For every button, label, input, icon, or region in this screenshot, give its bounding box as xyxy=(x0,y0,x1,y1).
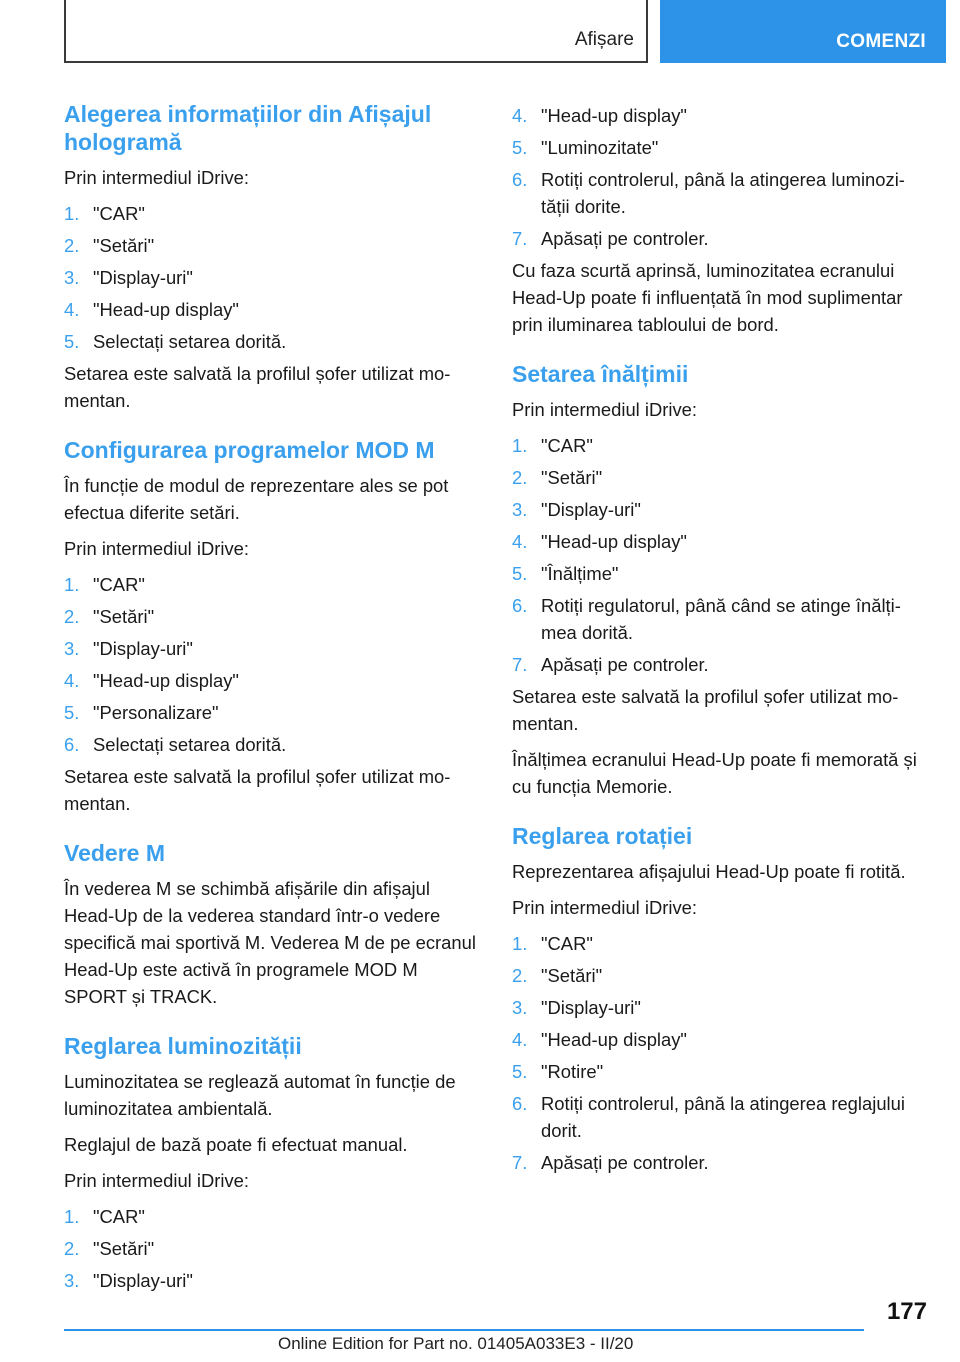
step-number: 4. xyxy=(64,670,80,691)
step-number: 4. xyxy=(512,105,528,126)
step-text: Selectați setarea dorită. xyxy=(93,734,287,755)
step-text: "Setări" xyxy=(93,1238,155,1259)
step-text: "CAR" xyxy=(93,1206,145,1227)
body-text: În vederea M se schimbă afișările din afișajul Head-Up de la vederea standard într-o vedere specifică mai sportivă M. Vederea M de pe ecranul Head-Up este activă în programele MOD M SPORT și TRACK. xyxy=(64,878,476,1007)
step-number: 6. xyxy=(64,734,80,755)
list-item xyxy=(512,464,924,491)
step-number: 5. xyxy=(512,1061,528,1082)
step-text: "CAR" xyxy=(541,933,593,954)
list-item xyxy=(64,635,476,662)
step-text: "Head-up display" xyxy=(541,531,687,552)
step-text: "Display-uri" xyxy=(93,638,193,659)
section-rotation xyxy=(512,822,924,1176)
section-title: Reglarea rotației xyxy=(512,823,693,849)
step-number: 5. xyxy=(512,137,528,158)
step-number: 3. xyxy=(512,499,528,520)
step-number: 1. xyxy=(64,574,80,595)
step-text: "Display-uri" xyxy=(93,1270,193,1291)
step-text: "Head-up display" xyxy=(541,1029,687,1050)
steps-list xyxy=(64,571,476,758)
step-text: "Setări" xyxy=(93,235,155,256)
list-item xyxy=(512,651,924,678)
body-text: Reglajul de bază poate fi efectuat manual. xyxy=(64,1134,408,1155)
step-text: "CAR" xyxy=(93,574,145,595)
list-item xyxy=(512,1090,924,1144)
step-number: 4. xyxy=(512,531,528,552)
list-item xyxy=(512,962,924,989)
note-text: Setarea este salvată la profilul șofer utilizat momentan. xyxy=(64,363,451,411)
list-item xyxy=(512,432,924,459)
intro-text: Prin intermediul iDrive: xyxy=(64,538,249,559)
list-item xyxy=(512,225,924,252)
right-column xyxy=(512,100,924,1198)
section-mod-m xyxy=(64,436,476,817)
step-text: Apăsați pe controler. xyxy=(541,654,709,675)
step-number: 6. xyxy=(512,169,528,190)
step-number: 6. xyxy=(512,1093,528,1114)
list-item xyxy=(512,930,924,957)
step-number: 7. xyxy=(512,654,528,675)
list-item xyxy=(64,571,476,598)
step-text: Rotiți controlerul, până la atingerea luminozității dorite. xyxy=(541,169,905,217)
list-item xyxy=(64,200,476,227)
list-item xyxy=(64,1203,476,1230)
steps-list xyxy=(512,102,924,252)
step-number: 7. xyxy=(512,228,528,249)
section-title: Setarea înălțimii xyxy=(512,361,689,387)
left-column xyxy=(64,100,476,1316)
list-item xyxy=(512,166,924,220)
section-title: Reglarea luminozității xyxy=(64,1033,302,1059)
list-item xyxy=(512,1149,924,1176)
list-item xyxy=(64,699,476,726)
step-text: "Setări" xyxy=(541,467,603,488)
step-number: 3. xyxy=(64,267,80,288)
list-item xyxy=(512,134,924,161)
step-number: 5. xyxy=(64,331,80,352)
list-item xyxy=(512,592,924,646)
intro-text: Prin intermediul iDrive: xyxy=(512,897,697,918)
list-item xyxy=(512,102,924,129)
section-title: Vedere M xyxy=(64,840,165,866)
section-m-view xyxy=(64,839,476,1010)
note-text: Setarea este salvată la profilul șofer utilizat momentan. xyxy=(64,766,451,814)
step-text: "Display-uri" xyxy=(93,267,193,288)
steps-list xyxy=(512,432,924,678)
step-text: "Luminozitate" xyxy=(541,137,659,158)
step-text: Rotiți regulatorul, până când se atinge înălțimea dorită. xyxy=(541,595,901,643)
step-text: Selectați setarea dorită. xyxy=(93,331,287,352)
step-text: Apăsați pe controler. xyxy=(541,228,709,249)
list-item xyxy=(512,560,924,587)
step-number: 3. xyxy=(512,997,528,1018)
list-item xyxy=(64,296,476,323)
step-number: 3. xyxy=(64,1270,80,1291)
chapter-tab-label: COMENZI xyxy=(836,31,926,52)
list-item xyxy=(64,1235,476,1262)
step-text: Rotiți controlerul, până la atingerea reglajului dorit. xyxy=(541,1093,905,1141)
step-number: 2. xyxy=(64,1238,80,1259)
body-text: Reprezentarea afișajului Head-Up poate fi rotită. xyxy=(512,861,906,882)
step-text: "CAR" xyxy=(93,203,145,224)
note-text: Cu faza scurtă aprinsă, luminozitatea ecranului Head-Up poate fi influențată în mod suplimentar prin iluminarea tabloului de bord. xyxy=(512,260,903,335)
step-text: "Rotire" xyxy=(541,1061,604,1082)
step-text: "Head-up display" xyxy=(93,299,239,320)
section-brightness-continued xyxy=(512,102,924,338)
list-item xyxy=(512,496,924,523)
step-text: "Înălțime" xyxy=(541,563,619,584)
list-item xyxy=(512,1026,924,1053)
step-number: 4. xyxy=(512,1029,528,1050)
intro-text: Prin intermediul iDrive: xyxy=(64,167,249,188)
list-item xyxy=(64,667,476,694)
intro-text: Prin intermediul iDrive: xyxy=(64,1170,249,1191)
step-number: 7. xyxy=(512,1152,528,1173)
list-item xyxy=(64,328,476,355)
section-title: Alegerea informațiilor din Afișajul hologramă xyxy=(64,101,432,155)
steps-list xyxy=(64,1203,476,1294)
step-text: "Personalizare" xyxy=(93,702,219,723)
list-item xyxy=(512,994,924,1021)
body-text: Luminozitatea se reglează automat în funcție de luminozitatea ambientală. xyxy=(64,1071,456,1119)
step-text: Apăsați pe controler. xyxy=(541,1152,709,1173)
note-text: Înălțimea ecranului Head-Up poate fi memorată și cu funcția Memorie. xyxy=(512,749,917,797)
list-item xyxy=(64,232,476,259)
chapter-tab xyxy=(660,0,946,63)
section-brightness xyxy=(64,1032,476,1294)
list-item xyxy=(512,1058,924,1085)
step-number: 2. xyxy=(64,235,80,256)
list-item xyxy=(512,528,924,555)
step-number: 2. xyxy=(512,965,528,986)
step-text: "CAR" xyxy=(541,435,593,456)
step-number: 1. xyxy=(512,435,528,456)
list-item xyxy=(64,1267,476,1294)
step-text: "Display-uri" xyxy=(541,997,641,1018)
step-number: 1. xyxy=(64,203,80,224)
step-text: "Head-up display" xyxy=(93,670,239,691)
step-number: 2. xyxy=(64,606,80,627)
step-number: 3. xyxy=(64,638,80,659)
step-number: 1. xyxy=(64,1206,80,1227)
step-number: 4. xyxy=(64,299,80,320)
section-label: Afișare xyxy=(574,29,634,50)
step-text: "Head-up display" xyxy=(541,105,687,126)
edition-footer: Online Edition for Part no. 01405A033E3 - II/20 xyxy=(278,1334,634,1353)
list-item xyxy=(64,264,476,291)
intro-text: Prin intermediul iDrive: xyxy=(512,399,697,420)
footer-divider xyxy=(64,1329,864,1331)
step-text: "Setări" xyxy=(541,965,603,986)
header-section-box xyxy=(64,0,648,63)
steps-list xyxy=(512,930,924,1176)
step-number: 6. xyxy=(512,595,528,616)
step-number: 5. xyxy=(64,702,80,723)
section-title: Configurarea programelor MOD M xyxy=(64,437,435,463)
list-item xyxy=(64,603,476,630)
list-item xyxy=(64,731,476,758)
steps-list xyxy=(64,200,476,355)
step-number: 5. xyxy=(512,563,528,584)
step-text: "Display-uri" xyxy=(541,499,641,520)
step-text: "Setări" xyxy=(93,606,155,627)
step-number: 1. xyxy=(512,933,528,954)
step-number: 2. xyxy=(512,467,528,488)
page-number: 177 xyxy=(886,1298,927,1325)
body-text: În funcție de modul de reprezentare ales se pot efectua diferite setări. xyxy=(64,475,449,523)
note-text: Setarea este salvată la profilul șofer utilizat momentan. xyxy=(512,686,899,734)
section-choose-info xyxy=(64,100,476,414)
section-height xyxy=(512,360,924,800)
